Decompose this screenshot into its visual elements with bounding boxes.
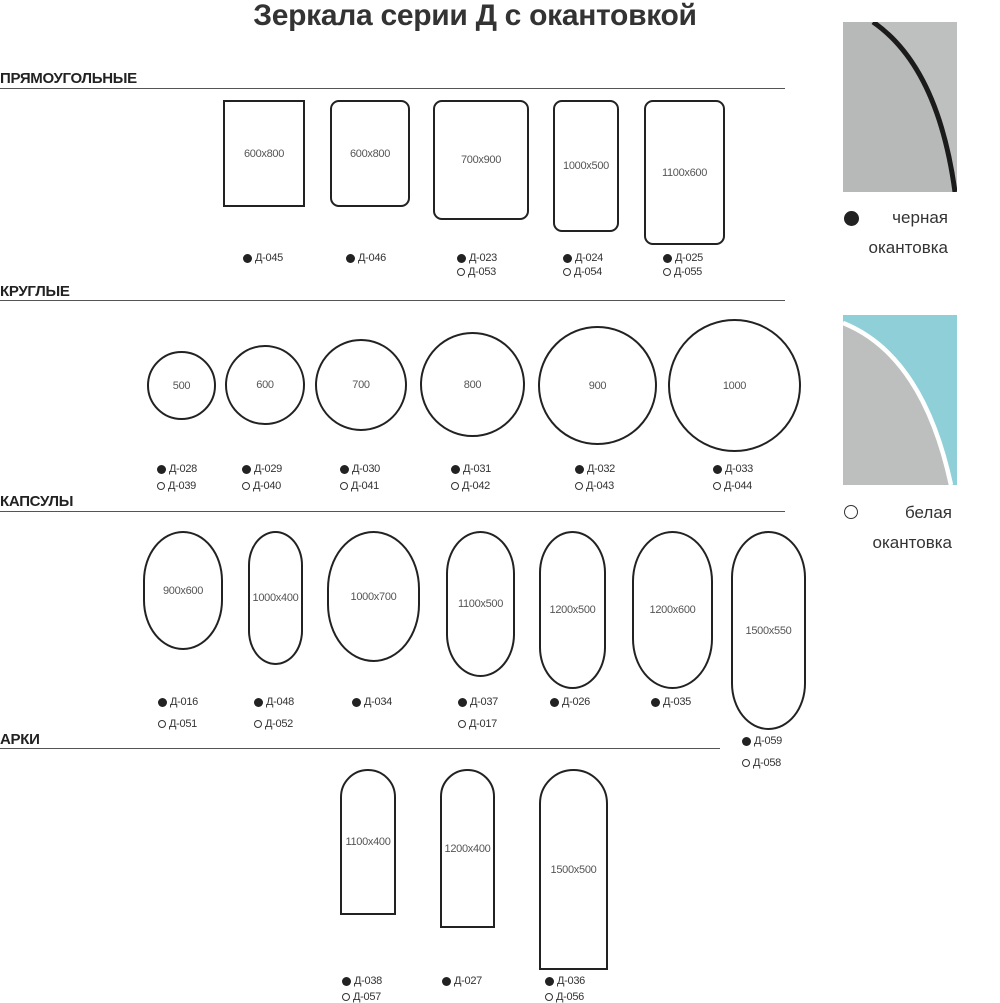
- product-code-label: Д-025: [675, 252, 703, 264]
- capsule-mirror-outline: [539, 531, 606, 689]
- section-divider: [0, 748, 720, 749]
- section-label-arches: АРКИ: [0, 731, 40, 748]
- product-code-label: Д-048: [266, 696, 294, 708]
- black-dot-icon: [651, 698, 660, 707]
- section-label-capsules: КАПСУЛЫ: [0, 493, 74, 510]
- product-code: [342, 991, 381, 1003]
- mirror-white-frame-photo: [843, 315, 957, 485]
- mirror-size-label: 600: [256, 379, 274, 391]
- section-divider: [0, 511, 785, 512]
- round-mirror-outline: [668, 319, 801, 452]
- page-title: Зеркала серии Д с окантовкой: [253, 0, 697, 32]
- product-code-label: Д-053: [468, 266, 496, 278]
- mirror-size-label: 500: [172, 379, 191, 392]
- section-divider: [0, 300, 785, 301]
- product-code: [713, 463, 753, 475]
- mirror-size-label: 800: [463, 378, 482, 391]
- mirror-size-label: 1500x500: [550, 863, 597, 876]
- section-label-round: КРУГЛЫЕ: [0, 283, 70, 300]
- white-dot-icon: [451, 482, 459, 490]
- product-code-label: Д-033: [725, 463, 753, 475]
- product-code-label: Д-054: [574, 266, 602, 278]
- mirror-black-frame-photo: [843, 22, 957, 192]
- black-dot-icon: [340, 465, 349, 474]
- mirror-size-label: 1200x600: [649, 604, 696, 616]
- product-code-label: Д-016: [170, 696, 198, 708]
- product-code: [346, 252, 386, 264]
- rect-mirror-outline: [223, 100, 305, 207]
- product-code-label: Д-040: [253, 480, 281, 492]
- product-code: [663, 252, 703, 264]
- mirror-size-label: 1000x500: [563, 160, 609, 172]
- capsule-mirror-outline: [248, 531, 303, 665]
- product-code-label: Д-029: [254, 463, 282, 475]
- product-code: [563, 266, 602, 278]
- black-dot-icon: [242, 465, 251, 474]
- product-code-label: Д-044: [724, 480, 752, 492]
- product-code: [575, 463, 615, 475]
- product-code-label: Д-036: [557, 975, 585, 987]
- product-code-label: Д-017: [469, 718, 497, 730]
- product-code: [545, 991, 584, 1003]
- white-dot-icon: [242, 482, 250, 490]
- black-dot-icon: [742, 737, 751, 746]
- product-code-label: Д-027: [454, 975, 482, 987]
- rect-mirror-outline: [433, 100, 529, 220]
- product-code-label: Д-039: [168, 480, 196, 492]
- product-code: [158, 718, 197, 730]
- capsule-mirror-outline: [632, 531, 713, 689]
- product-code: [457, 266, 496, 278]
- product-code-label: Д-041: [351, 480, 379, 492]
- product-code-label: Д-035: [663, 696, 691, 708]
- product-code: [242, 480, 281, 492]
- product-code: [342, 975, 382, 987]
- product-code-label: Д-030: [352, 463, 380, 475]
- rect-mirror-outline: [553, 100, 619, 232]
- mirror-size-label: 1100x400: [345, 836, 391, 848]
- product-code: [742, 757, 781, 769]
- black-dot-icon: [713, 465, 722, 474]
- product-code: [742, 735, 782, 747]
- product-code: [254, 718, 293, 730]
- legend-white-line1: белая: [904, 503, 952, 522]
- round-mirror-outline: [315, 339, 407, 431]
- rect-mirror-outline: [330, 100, 410, 207]
- legend-white-line2: окантовка: [872, 533, 952, 552]
- black-dot-icon: [157, 465, 166, 474]
- black-dot-icon: [575, 465, 584, 474]
- product-code-label: Д-034: [364, 696, 392, 708]
- mirror-size-label: 900: [588, 379, 607, 392]
- round-mirror-outline: [225, 345, 305, 425]
- black-dot-icon: [458, 698, 467, 707]
- product-code: [157, 463, 197, 475]
- product-code: [451, 463, 491, 475]
- black-dot-icon: [545, 977, 554, 986]
- white-dot-icon: [458, 720, 466, 728]
- product-code-label: Д-045: [255, 252, 283, 264]
- black-dot-icon: [563, 254, 572, 263]
- round-mirror-outline: [420, 332, 525, 437]
- product-code-label: Д-037: [470, 696, 498, 708]
- section-label-rectangular: ПРЯМОУГОЛЬНЫЕ: [0, 70, 137, 87]
- product-code: [545, 975, 585, 987]
- mirror-size-label: 700: [352, 379, 370, 391]
- mirror-size-label: 1500x550: [745, 624, 792, 637]
- white-dot-icon: [563, 268, 571, 276]
- product-code-label: Д-046: [358, 252, 386, 264]
- black-dot-icon: [342, 977, 351, 986]
- black-dot-icon: [243, 254, 252, 263]
- mirror-size-label: 1000x700: [350, 590, 397, 603]
- black-frame-photo-icon: [843, 22, 957, 192]
- mirror-size-label: 900x600: [162, 584, 204, 597]
- section-divider: [0, 88, 785, 89]
- product-code: [713, 480, 752, 492]
- product-code-label: Д-051: [169, 718, 197, 730]
- product-code: [243, 252, 283, 264]
- product-code-label: Д-038: [354, 975, 382, 987]
- product-code: [352, 696, 392, 708]
- mirror-size-label: 1000x400: [252, 592, 299, 604]
- black-dot-icon: [346, 254, 355, 263]
- product-code: [663, 266, 702, 278]
- product-code-label: Д-057: [353, 991, 381, 1003]
- arch-mirror-outline: [340, 769, 396, 915]
- product-code: [458, 718, 497, 730]
- white-dot-icon: [157, 482, 165, 490]
- capsule-mirror-outline: [143, 531, 223, 650]
- capsule-mirror-outline: [327, 531, 420, 662]
- product-code: [254, 696, 294, 708]
- mirror-size-label: 600x800: [243, 147, 285, 160]
- white-dot-icon: [457, 268, 465, 276]
- product-code-label: Д-032: [587, 463, 615, 475]
- product-code-label: Д-024: [575, 252, 603, 264]
- white-dot-icon: [254, 720, 262, 728]
- white-dot-icon: [575, 482, 583, 490]
- product-code: [451, 480, 490, 492]
- mirror-size-label: 600x800: [349, 147, 391, 160]
- legend-black-line1: черная: [892, 208, 948, 227]
- product-code-label: Д-031: [463, 463, 491, 475]
- capsule-mirror-outline: [446, 531, 515, 677]
- product-code-label: Д-058: [753, 757, 781, 769]
- round-mirror-outline: [147, 351, 216, 420]
- black-dot-icon: [352, 698, 361, 707]
- rect-mirror-outline: [644, 100, 725, 245]
- product-code: [563, 252, 603, 264]
- black-dot-icon: [451, 465, 460, 474]
- product-code: [340, 463, 380, 475]
- arch-mirror-outline: [539, 769, 608, 970]
- product-code: [458, 696, 498, 708]
- arch-mirror-outline: [440, 769, 495, 928]
- capsule-mirror-outline: [731, 531, 806, 730]
- product-code: [158, 696, 198, 708]
- black-dot-icon: [550, 698, 559, 707]
- mirror-size-label: 1200x500: [549, 604, 596, 616]
- product-code-label: Д-056: [556, 991, 584, 1003]
- white-dot-icon: [713, 482, 721, 490]
- mirror-size-label: 1100x500: [457, 598, 504, 610]
- product-code: [550, 696, 590, 708]
- mirror-size-label: 700x900: [460, 154, 502, 166]
- legend-black-line2: окантовка: [868, 238, 948, 257]
- mirror-size-label: 1200x400: [444, 842, 491, 855]
- round-mirror-outline: [538, 326, 657, 445]
- product-code: [442, 975, 482, 987]
- product-code: [457, 252, 497, 264]
- black-dot-icon: [457, 254, 466, 263]
- white-dot-icon: [158, 720, 166, 728]
- product-code-label: Д-059: [754, 735, 782, 747]
- white-dot-icon: [340, 482, 348, 490]
- product-code-label: Д-042: [462, 480, 490, 492]
- black-dot-icon: [442, 977, 451, 986]
- product-code: [651, 696, 691, 708]
- product-code-label: Д-055: [674, 266, 702, 278]
- white-dot-icon: [663, 268, 671, 276]
- black-dot-icon: [158, 698, 167, 707]
- product-code-label: Д-052: [265, 718, 293, 730]
- product-code-label: Д-026: [562, 696, 590, 708]
- black-dot-icon: [254, 698, 263, 707]
- mirror-size-label: 1000: [722, 379, 747, 392]
- white-dot-icon: [742, 759, 750, 767]
- black-dot-icon: [663, 254, 672, 263]
- product-code-label: Д-028: [169, 463, 197, 475]
- product-code: [340, 480, 379, 492]
- mirror-size-label: 1100x600: [661, 166, 708, 179]
- white-frame-photo-icon: [843, 315, 957, 485]
- product-code: [157, 480, 196, 492]
- product-code: [242, 463, 282, 475]
- product-code: [575, 480, 614, 492]
- product-code-label: Д-043: [586, 480, 614, 492]
- product-code-label: Д-023: [469, 252, 497, 264]
